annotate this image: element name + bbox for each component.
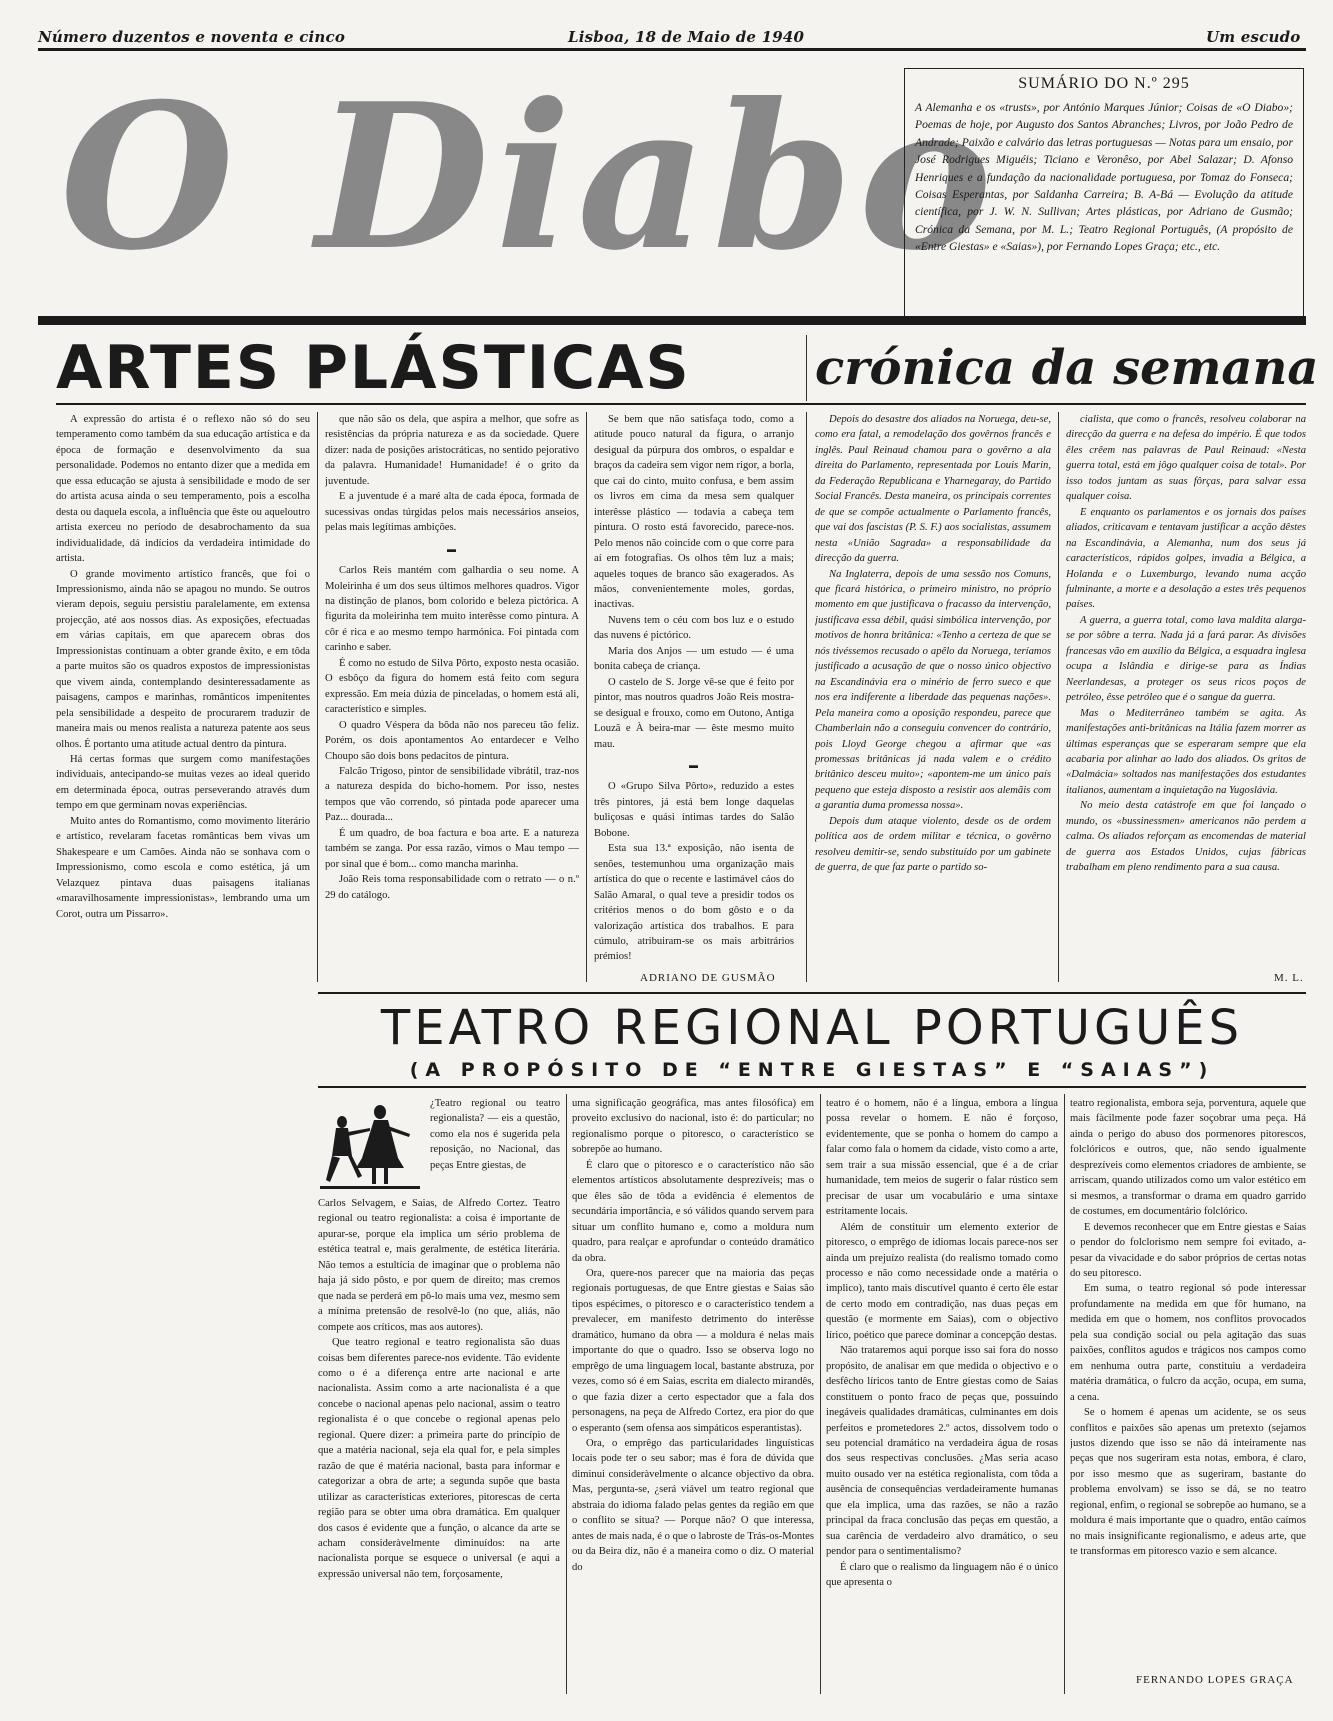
column-divider [586, 412, 587, 982]
paragraph: É um quadro, de boa factura e boa arte. E a natureza também se zanga. Por essa razão, vimos o Mau tempo — por sinal que é bom... como mancha marinha. [325, 827, 579, 870]
paragraph: O quadro Véspera da bôda não nos pareceu tão feliz. Porém, os dois apontamentos Ao entardecer e Velho Choupo são dois bons pedacitos de pintura. [325, 719, 579, 762]
column-divider [317, 412, 318, 982]
teatro-column-1 [318, 1196, 560, 1696]
paragraph: Na Inglaterra, depois de uma sessão nos Comuns, que ficará histórica, o primeiro ministro, no próprio momento em que justificava o fracasso da intervenção, justificava essa débil, quási simbólica intervenção, por motivos de honra britânica: «Tenho a certeza de que se nós tivéssemos recusado o apêlo da Noruega, teríamos justificado a acusação de que o nosso único objectivo na Escandinávia era o minério de ferro sueco e que nos era indiferente a liberdade das pequenas nações». Pela maneira como a oposição respondeu, parece que Chamberlain não a conseguiu convencer do contrário, pois Lloyd George chegou a afirmar que «as promessas britânicas já nada valem e o crédito britânico desceu muito»; «apontem-me um único país pequeno que esteja disposto a resistir aos alemãis com a garantia duma promessa nossa». [815, 568, 1051, 812]
paragraph: que não são os dela, que aspira a melhor, que sofre as resistências da própria natureza e as da sociedade. Quere dizer: nada de posições aristocráticas, no sentido pejorativo da palavra. Humanidade! Humanidade! é o grito da juventude. [325, 414, 579, 487]
teatro-column-1-head [430, 1096, 560, 1196]
paragraph: Que teatro regional e teatro regionalista são duas coisas bem diferentes parece-nos evidente. Tão evidente como o é a diferença entre arte nacional e arte nacionalista. Assim como a arte nacionalista é a que concebe o nacional apenas pelo nacional, assim o teatro regionalista é o que concebe o regional apenas pelo regional. Quere dizer: a primeira parte do princípio de que a matéria nacional, seja ela qual for, e pela simples razão de que é matéria nacional, basta para informar e categorizar a obra de arte; a segunda supõe que basta utilizar as características exteriores, pitorescas de certa região para se obter uma obra dramática. Em qualquer dos casos é evidente que a função, o alcance da arte se acham consideràvelmente diminuídos: na arte nacionalista porque se esquece o universal (e aqui a expressão universal não tem, forçosamente, [318, 1337, 560, 1580]
paragraph [594, 965, 794, 968]
paragraph: Se bem que não satisfaça todo, como a atitude pouco natural da figura, o arranjo desigual da púrpura dos ombros, o espaldar e braços da cadeira sem vigor nem rigor, a borla, que cai do cinto, muito confusa, e bem assim os livros em cima da mesa sem qualquer interêsse plástico — todavia a cabeça tem pintura. O rosto está favorecido, parece-nos. Pelo menos não coincide com o que corre para aí em fotografias. Os olhos têm luz a mais; aqueles toques de branco são exagerados. As mãos, convenientemente moles, gordas, inactivas. [594, 414, 794, 611]
paragraph: Carlos Reis mantém com galhardia o seu nome. A Moleirinha é um dos seus últimos melhores quadros. Vigor na distinção de planos, bom colorido e beleza pictórica. A figurita da moleirinha tem muito interêsse como pintura. A côr é rica e ao mesmo tempo harmónica. Foi pintada com carinho e saber. [325, 565, 579, 654]
artes-column-1 [56, 412, 310, 986]
paragraph: É como no estudo de Silva Pôrto, exposto nesta ocasião. O esbôço da figura do homem está feito com segura expressão. Em meia dúzia de pinceladas, o homem está ali, característico e simples. [325, 657, 579, 716]
paragraph: teatro regionalista, embora seja, porventura, aquele que mais fàcilmente pode fazer soçobrar uma peça. Há ainda o perigo do abuso dos pormenores pitorescos, folclóricos e outros, que, não sendo igualmente desprezíveis como elementos criadores de ambiente, se arriscam, quando utilizados como um valor estético em si mesmos, a transformar o drama em quadro garrido de costumes, em documentário folclórico. [1070, 1098, 1306, 1218]
summary-text: A Alemanha e os «trusts», por António Marques Júnior; Coisas de «O Diabo»; Poemas de hoje, por Augusto dos Santos Abranches; Livros, por João Pedro de Andrade; Paixão e calvário das letras portuguesas — Notas para um ensaio, por José Rodrigues Miguéis; Ticiano e Veronêso, por Abel Salazar; D. Afonso Henriques e a fundação da nacionalidade portuguesa, por Tomaz do Fonseca; Coisas Esperantas, por Saldanha Carreira; B. A-Bá — Evolução da atitude científica, por J. W. N. Sullivan; Artes plásticas, por Adriano de Gusmão; Crónica da Semana, por M. L.; Teatro Regional Português, (A propósito de «Entre Giestas» e «Saias»), por Fernando Lopes Graça; etc., etc. [915, 101, 1293, 254]
paragraph: Depois do desastre dos aliados na Noruega, deu-se, como era fatal, a remodelação dos govêrnos francês e inglês. Paul Reinaud chamou para o govêrno a ala direita do Parlamento, representada por Louis Marin, da Federação Republicana e Yharnegaray, do Partido Social Francês. Desta maneira, os principais correntes de que se compõe actualmente o Parlamento francês, que vai dos fascistas (P. S. F.) aos socialistas, assumem nesta «União Sagrada» a responsabilidade da direcção da guerra. [815, 414, 1051, 565]
paragraph: Não trataremos aqui porque isso sai fora do nosso propósito, de analisar em que medida o objectivo e o desfêcho líricos tanto de Entre giestas como de Saias constituem o ponto fraco de peças que, possuindo inegáveis qualidades dramáticas, culminantes em dois perfeitos e prometedores 2.º actos, dissolvem todo o seu potencial dramático na verdadeira água de rosas dos seus respectivas conclusões. ¿Mas seria acaso muito ousado ver na estética regionalista, com tôda a ausência de consequências verdadeiramente humanas que ela implica, uma das razões, se não a razão principal da fraca conclusão das peças em questão, a sua carência de verdadeiro alvo dramático, o seu pendor para o sentimentalismo? [826, 1345, 1058, 1558]
paragraph: O castelo de S. Jorge vê-se que é feito por pintor, mas noutros quadros João Reis mostra-se desigual e frouxo, como em Outono, Antiga Louzã e À beira-mar — êste mesmo muito mau. [594, 676, 794, 750]
heading-divider [806, 335, 807, 401]
paragraph: uma significação geográfica, mas antes filosófica) em proveito exclusivo do nacional, isto é: do particular; no regionalismo porque o pitoresco, o característico se sobrepõe ao humano. [572, 1098, 814, 1156]
paragraph: teatro é o homem, não é a língua, embora a língua possa revelar o homem. E não é forçoso, evidentemente, que se ponha o homem do campo a falar como fala o homem da cidade, visto como a arte, sem trair a sua missão essencial, que é a de criar humanidade, tem meios de sugerir o falar rústico sem precisar de usar um vocabulário e uma sintaxe estritamente locais. [826, 1098, 1058, 1218]
paragraph: Ora, o emprêgo das particularidades linguísticas locais pode ter o seu sabor; mas é fora de dúvida que diminui consideràvelmente o alcance objectivo da obra. Mas, pergunta-se, ¿será viável um teatro regional que abstraia do idioma falado pelas gentes da região em que o conflito se situa? — Porque não? O que interessa, antes de mais nada, é o que o labroste de Trás-os-Montes ou da Beira diz, não é a maneira como o diz. O material do [572, 1437, 814, 1573]
issue-date: Lisboa, 18 de Maio de 1940 [568, 28, 805, 46]
masthead-rule [38, 316, 1306, 325]
issue-number: Número duzentos e noventa e cinco [38, 28, 346, 46]
paragraph: Depois dum ataque violento, desde os de ordem política aos de ordem militar e técnica, o govêrno resolveu demitir-se, sendo substituído por um gabinete de guerra, de que faz parte o partido so- [815, 815, 1051, 874]
teatro-column-4 [1070, 1096, 1306, 1664]
masthead-title: O Diabo [60, 60, 999, 295]
paragraph: No meio desta catástrofe em que foi lançado o mundo, os «bussinessmen» americanos não perdem a calma. Os aliados reforçam as encomendas de material de guerra aos Estados Unidos, cujas fábricas trabalham em pleno rendimento para a sua causa. [1066, 800, 1306, 874]
paragraph: Carlos Selvagem, e Saias, de Alfredo Cortez. Teatro regional ou teatro regionalista: a coisa é importante de apurar-se, porque ela implica um sério problema de estética teatral e, mais geralmente, de estética literária. Não temos a estultícia de imaginar que o problema não haja já sido pôsto, e por quem de direito; mas cremos que nada se perderá em pô-lo mais uma vez, mesmo sem a mínima pretensão de resolvê-lo (no que, aliás, não compete aos críticos, mas aos autores). [318, 1198, 560, 1333]
column-divider [1058, 412, 1059, 982]
paragraph: A guerra, a guerra total, como lava maldita alarga-se por sôbre a terra. Nada já a fará parar. As divisões francesas vão em auxílio da Bélgica, a esquadra inglesa ocupa a Islândia e dirige-se para as Índias Neerlandesas, a proteger os seus ricos poços de petróleo, êsse petróleo que é o sangue da guerra. [1066, 614, 1306, 704]
paragraph: É claro que o realismo da linguagem não é o único que apresenta o [826, 1561, 1058, 1589]
column-divider [1064, 1094, 1065, 1694]
artes-column-1-continuation [56, 986, 310, 1696]
paragraph: Nuvens tem o céu com bos luz e o estudo das nuvens é pictórico. [594, 614, 794, 642]
paragraph: É claro que o pitoresco e o característico não são elementos artísticos absolutamente desprezíveis; mas o que êles são de tôda a evidência é elementos de secundária importância, e só válidos quando servem para situar um conflito humano e, como a moldura num quadro, para realçar e aprofundar o conteúdo dramático da obra. [572, 1159, 814, 1264]
paragraph: E devemos reconhecer que em Entre giestas e Saias o pendor do folclorismo nem sempre foi evitado, a-pesar da vivacidade e do sabor próprios de certas notas do seu pitoresco. [1070, 1221, 1306, 1279]
cronica-column-2 [1066, 412, 1306, 968]
teatro-bottom-rule [318, 1086, 1306, 1088]
paragraph: Ora, quere-nos parecer que na maioria das peças regionais portuguesas, de que Entre giestas e Saias são tipos espécimes, o pitoresco e o característico tendem a prevalecer, em manifesto detrimento do interêsse dramático, humano da obra — a moldura é nelas mais importante do que o quadro. Isso se observa logo no emprêgo de uma linguagem local, bastante abstruza, por vezes, como só é em Saias, escrita em dialecto mirandês, o que fazia dizer a certo espectador que a fala dos personagens, na peça de Alfredo Cortez, era pior do que o esperanto (sem ofensa aos simpáticos esperantistas). [572, 1267, 814, 1434]
artes-signature: ADRIANO DE GUSMÃO [640, 972, 776, 984]
paragraph: E a juventude é a maré alta de cada época, formada de sucessivas ondas túrgidas pelos mais necessários anseios, pelas mais legítimas ambições. [325, 491, 579, 534]
headings-rule [56, 403, 1306, 405]
paragraph: João Reis toma responsabilidade com o retrato — o n.º 29 do catálogo. [325, 874, 579, 901]
teatro-column-3 [826, 1096, 1058, 1696]
column-divider [820, 1094, 821, 1694]
artes-column-3 [594, 412, 794, 968]
artes-heading: ARTES PLÁSTICAS [56, 333, 691, 403]
paragraph: Além de constituir um elemento exterior de pitoresco, o emprêgo de idiomas locais parece-nos ser ainda um prejuízo realista (do realismo tomado como processo e não como necessidade onde a matéria o implico), tanto mais discutível quanto é certo êle estar de certo modo em contradição, nas duas peças em questão (e mormente em Saias), com o objectivo lírico, poético que parece dominar a concepção destas. [826, 1221, 1058, 1341]
section-separator: ▬ [447, 543, 457, 554]
cronica-heading: crónica da semana [815, 340, 1319, 396]
top-rule [38, 48, 1306, 51]
issue-price: Um escudo [1206, 28, 1301, 46]
column-divider [566, 1094, 567, 1694]
folk-dancers-illustration [318, 1098, 422, 1194]
section-separator: ▬ [689, 759, 699, 770]
teatro-signature: FERNANDO LOPES GRAÇA [1136, 1674, 1294, 1686]
cronica-column-1 [815, 412, 1051, 986]
paragraph: E enquanto os parlamentos e os jornais dos países aliados, criticavam e tentavam justificar a acção dêstes na Escandinávia, a Alemanha, num dos seus já característicos, rápidos golpes, invadia a Bélgica, a Holanda e o Luxemburgo, levando numa acção fulminante, a morte e a desolação a estes três pequenos países. [1066, 506, 1306, 611]
paragraph: O grande movimento artístico francês, que foi o Impressionismo, ainda não se apagou no mundo. Se outros vieram depois, seguiu persistiu paralelamente, em extensa projecção, até aos nossos dias. As exposições, efectuadas em várias capitais, em que aparecem obras dos Impressionistas continuam a obter grande êxito, e em tôda a parte muitos são os quadros expostos de impressionistas que vivem ainda, contemplando desinteressadamente as paisagens, campos e marinhas, românticos impenitentes pela sensibilidade a despeito de procurarem traduzir de maneira mais ou menos realista a natureza patente aos seus olhos. É portanto uma atitude actual dentro da pintura. [56, 568, 310, 750]
paragraph: ¿Teatro regional ou teatro regionalista? — eis a questão, como ela nos é sugerida pela reposição, no Nacional, das peças Entre giestas, de [430, 1098, 560, 1171]
summary-title: SUMÁRIO DO N.º 295 [1018, 75, 1190, 92]
paragraph: O «Grupo Silva Pôrto», reduzido a estes três pintores, já está bem longe daquelas buliçosas e quási íntimas tardes do Salão Bobone. [594, 781, 794, 839]
paragraph: A expressão do artista é o reflexo não só do seu temperamento como também da sua educação artística e da época de formação e desenvolvimento da sua personalidade. Podemos no entanto dizer que a medida em que essa educação se ajusta à sensibilidade e modo de ser do artista acusa ainda o seu temperamento, pois a escolha desta ou daquela escola, a influência que êste ou aqueloutro artista exerceu no período de desabrochamento da sua individualidade, dá indícios da verdadeira intimidade do artista. [56, 414, 310, 565]
teatro-column-2 [572, 1096, 814, 1696]
teatro-heading: TEATRO REGIONAL PORTUGUÊS [380, 1000, 1244, 1056]
paragraph: Mas o Mediterrâneo também se agita. As manifestações anti-britânicas na Itália fazem morrer as últimas esperanças que se esperaram sempre que ela acabaria por alinhar ao lado dos aliados. Os gritos de «Dalmácia» soltados nas manifestações dos estudantes italianos, aumentam a inquietação na Yugoslávia. [1066, 707, 1306, 796]
paragraph: Falcão Trigoso, pintor de sensibilidade vibrátil, traz-nos a natureza despida do bicho-homem. Por isso, nestes tempos que vão correndo, só pintada pode aparecer uma Paz... dourada... [325, 765, 579, 824]
paragraph: Se o homem é apenas um acidente, se os seus conflitos e paixões são apenas um pretexto (sejamos justos dizendo que isso se não dá inteiramente nas peças que nos sugeriram esta notas, embora, é claro, por isso mesmo que as sugeriram, bastante do problema envolvam) se isso se dá, se no teatro regional, enfim, o regional se sobrepõe ao humano, se a moldura é mais importante que o quadro, então caímos no mais insignificante regionalismo, e adeus arte, que te transformas em pitoresco vazio e sem alcance. [1070, 1407, 1306, 1558]
paragraph: Esta sua 13.ª exposição, não isenta de senões, testemunhou uma organização mais artística do que o recente e lastimável cáos do Salão Amaral, o qual teve a presidir todos os critérios menos o do bom gôsto e o da valorização artística dos trabalhos. E para cúmulo, atribuiram-se os mais arbitrários prémios! [594, 843, 794, 963]
paragraph: cialista, que como o francês, resolveu colaborar na direcção da guerra e na defesa do império. É que todos êles crêem nas palavras de Paul Reinaud: «Nesta guerra total, está em jôgo qualquer coisa de total». Por isso todos juntam as suas fôrças, para salvar essa qualquer coisa. [1066, 414, 1306, 503]
artes-column-2 [325, 412, 579, 986]
teatro-top-rule [318, 992, 1306, 994]
paragraph: Muito antes do Romantismo, como movimento literário e artístico, revelaram facetas românticas bem vivas um Shakespeare e um Camões. Ainda não se sonhava com o Impressionismo, como escola e como estética, já um Velazquez pintava duas paisagens italianas «maravilhosamente impressionistas», lembrando uma um Corot, outra um Pissarro». [56, 815, 310, 920]
teatro-subheading: (A PROPÓSITO DE “ENTRE GIESTAS” E “SAIAS”) [409, 1059, 1215, 1081]
summary-box [904, 68, 1304, 323]
paragraph: Há certas formas que surgem como manifestações individuais, antecipando-se muitas vezes ao ideal querido em determinada época, outras perseverando através dum tempo em que germinam novas experiências. [56, 753, 310, 812]
paragraph: Maria dos Anjos — um estudo — é uma bonita cabeça de criança. [594, 645, 794, 673]
cronica-signature: M. L. [1274, 972, 1304, 984]
paragraph: Em suma, o teatro regional só pode interessar profundamente na medida em que fôr humano, na medida em que o homem, nos conflitos provocados pela sua condição social ou pela agitação das suas paixões, conflitos agudos e trágicos nos campos como em nenhuma outra parte, constituiu a verdadeira matéria dramática, o fulcro da acção, ocupa, em suma, a cena. [1070, 1283, 1306, 1403]
column-divider [806, 412, 807, 982]
